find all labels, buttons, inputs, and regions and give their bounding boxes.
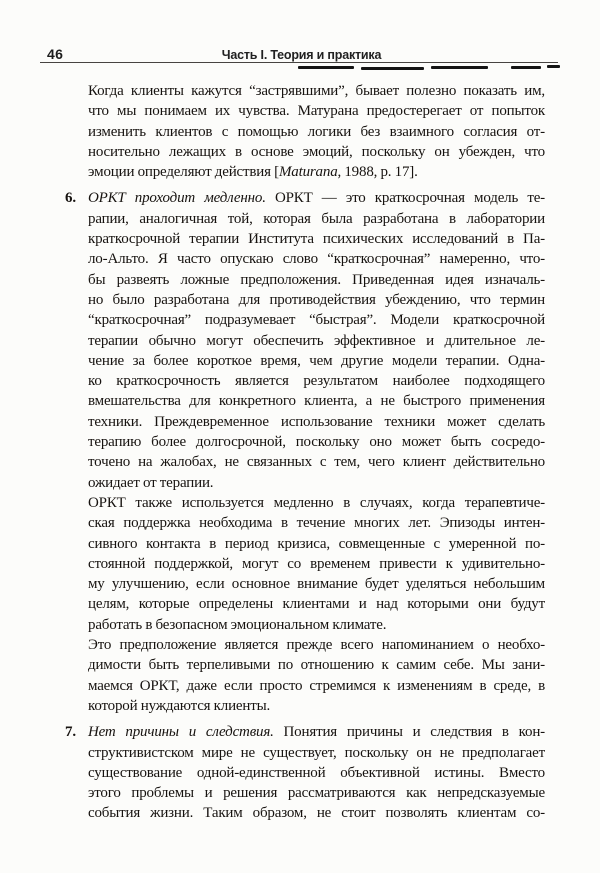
text-line: работать в безопасном эмоциональном климате. — [88, 616, 387, 633]
text-line: ко краткосрочность является результатом наиболее подходящего — [88, 373, 545, 390]
text-line: ло-Альто. Я часто опускаю слово “краткосрочная” намеренно, что- — [88, 251, 545, 268]
page-content — [65, 81, 545, 824]
intro-paragraph — [88, 81, 545, 182]
text-line: “краткосрочная” подразумевает “быстрая”. Модели краткосрочной — [88, 312, 545, 329]
text-line: техники. Преждевременное использование техники может сделать — [88, 413, 545, 430]
line-group — [88, 743, 545, 824]
text-line-lead — [88, 722, 545, 742]
text-line: носительно лежащих в основе эмоций, поскольку он убежден, что — [88, 143, 545, 160]
item-number: 6. — [65, 190, 76, 207]
text-line: димости быть терпеливыми по отношению к самим себе. Мы зани- — [88, 657, 545, 674]
text-line: терапию более долгосрочной, поскольку оно может быть сосредо- — [88, 434, 545, 451]
line-group — [88, 635, 545, 696]
text-line: сивного контакта в период кризиса, совмещенные с умеренной по- — [88, 535, 545, 552]
item-lead-rest: Понятия причины и следствия в кон- — [273, 724, 545, 741]
citation-author: Maturana — [278, 164, 338, 181]
text-line-lead — [88, 188, 545, 208]
text-line: что мы понимаем их чувства. Матурана предостерегает от попыток — [88, 103, 545, 120]
page-number: 46 — [47, 46, 64, 62]
text-line: терапии обычно могут обеспечить эффективное и длительное ле- — [88, 332, 545, 349]
text-line: Когда клиенты кажутся “застрявшими”, бывает полезно показать им, — [88, 83, 545, 99]
line-group — [88, 81, 545, 162]
scan-artifact-dash — [547, 65, 560, 68]
page-header — [45, 46, 558, 62]
text-line: структивистском мире не существует, поскольку он не предполагает — [88, 744, 545, 761]
citation-post: , 1988, p. 17]. — [337, 164, 418, 181]
text-line: этого проблемы и решения рассматриваются как непредсказуемые — [88, 785, 545, 802]
header-rule — [40, 62, 558, 63]
line-group — [88, 493, 545, 615]
text-line-citation — [88, 162, 545, 182]
list-item-7 — [65, 722, 545, 823]
citation-pre: эмоции определяют действия [ — [88, 164, 279, 181]
scan-artifact-dash — [361, 67, 424, 70]
text-line: краткосрочной терапии Института психических исследований в Па- — [88, 231, 545, 248]
text-line: бы развеять ложные предположения. Приведенная идея изначаль- — [88, 271, 545, 288]
scan-artifact-dash — [298, 66, 354, 69]
item-number: 7. — [65, 724, 76, 741]
text-line: существование одной-единственной объективной истины. Вместо — [88, 764, 545, 781]
text-line: му улучшению, если основное внимание будет уделяться небольшим — [88, 576, 545, 593]
text-line: события жизни. Таким образом, не стоит позволять клиентам со- — [88, 805, 545, 822]
text-line: целям, которые определены клиентами и над которыми они будут — [88, 596, 545, 613]
text-line: маемся ОРКТ, даже если просто стремимся к изменениям в среде, в — [88, 677, 545, 694]
text-line: чение за более короткое время, чем другие модели терапии. Одна- — [88, 352, 545, 369]
text-line: стоянной поддержкой, могут со временем привести к удивительно- — [88, 555, 545, 572]
text-line: вмешательства для конкретного клиента, а не быстрого применения — [88, 393, 545, 410]
item-lead-rest: ОРКТ — это краткосрочная модель те- — [265, 190, 545, 207]
text-line: которой нуждаются клиенты. — [88, 697, 271, 714]
line-group — [88, 209, 545, 473]
text-line: точено на жалобах, не связанных с тем, чего клиент действительно — [88, 454, 545, 471]
text-line: но было разработана для противодействия убеждению, что термин — [88, 291, 545, 308]
text-line: Это предположение является прежде всего напоминанием о необхо- — [88, 637, 545, 654]
text-line: ОРКТ также используется медленно в случаях, когда терапевтиче- — [88, 494, 545, 511]
text-line: рапии, аналогичная той, которая была разработана в лаборатории — [88, 210, 545, 227]
running-title: Часть I. Теория и практика — [221, 48, 382, 62]
item-lead-italic: Нет причины и следствия. — [88, 724, 274, 741]
text-line: ская поддержка необходима в течение многих лет. Эпизоды интен- — [88, 515, 545, 532]
list-item-6 — [65, 188, 545, 716]
text-line: изменить клиентов с помощью логики без взаимного согласия от- — [88, 123, 545, 140]
scan-artifact-dash — [511, 66, 541, 69]
text-line: ожидает от терапии. — [88, 474, 214, 491]
item-lead-italic: ОРКТ проходит медленно. — [88, 190, 266, 207]
scan-artifact-dash — [431, 66, 488, 69]
